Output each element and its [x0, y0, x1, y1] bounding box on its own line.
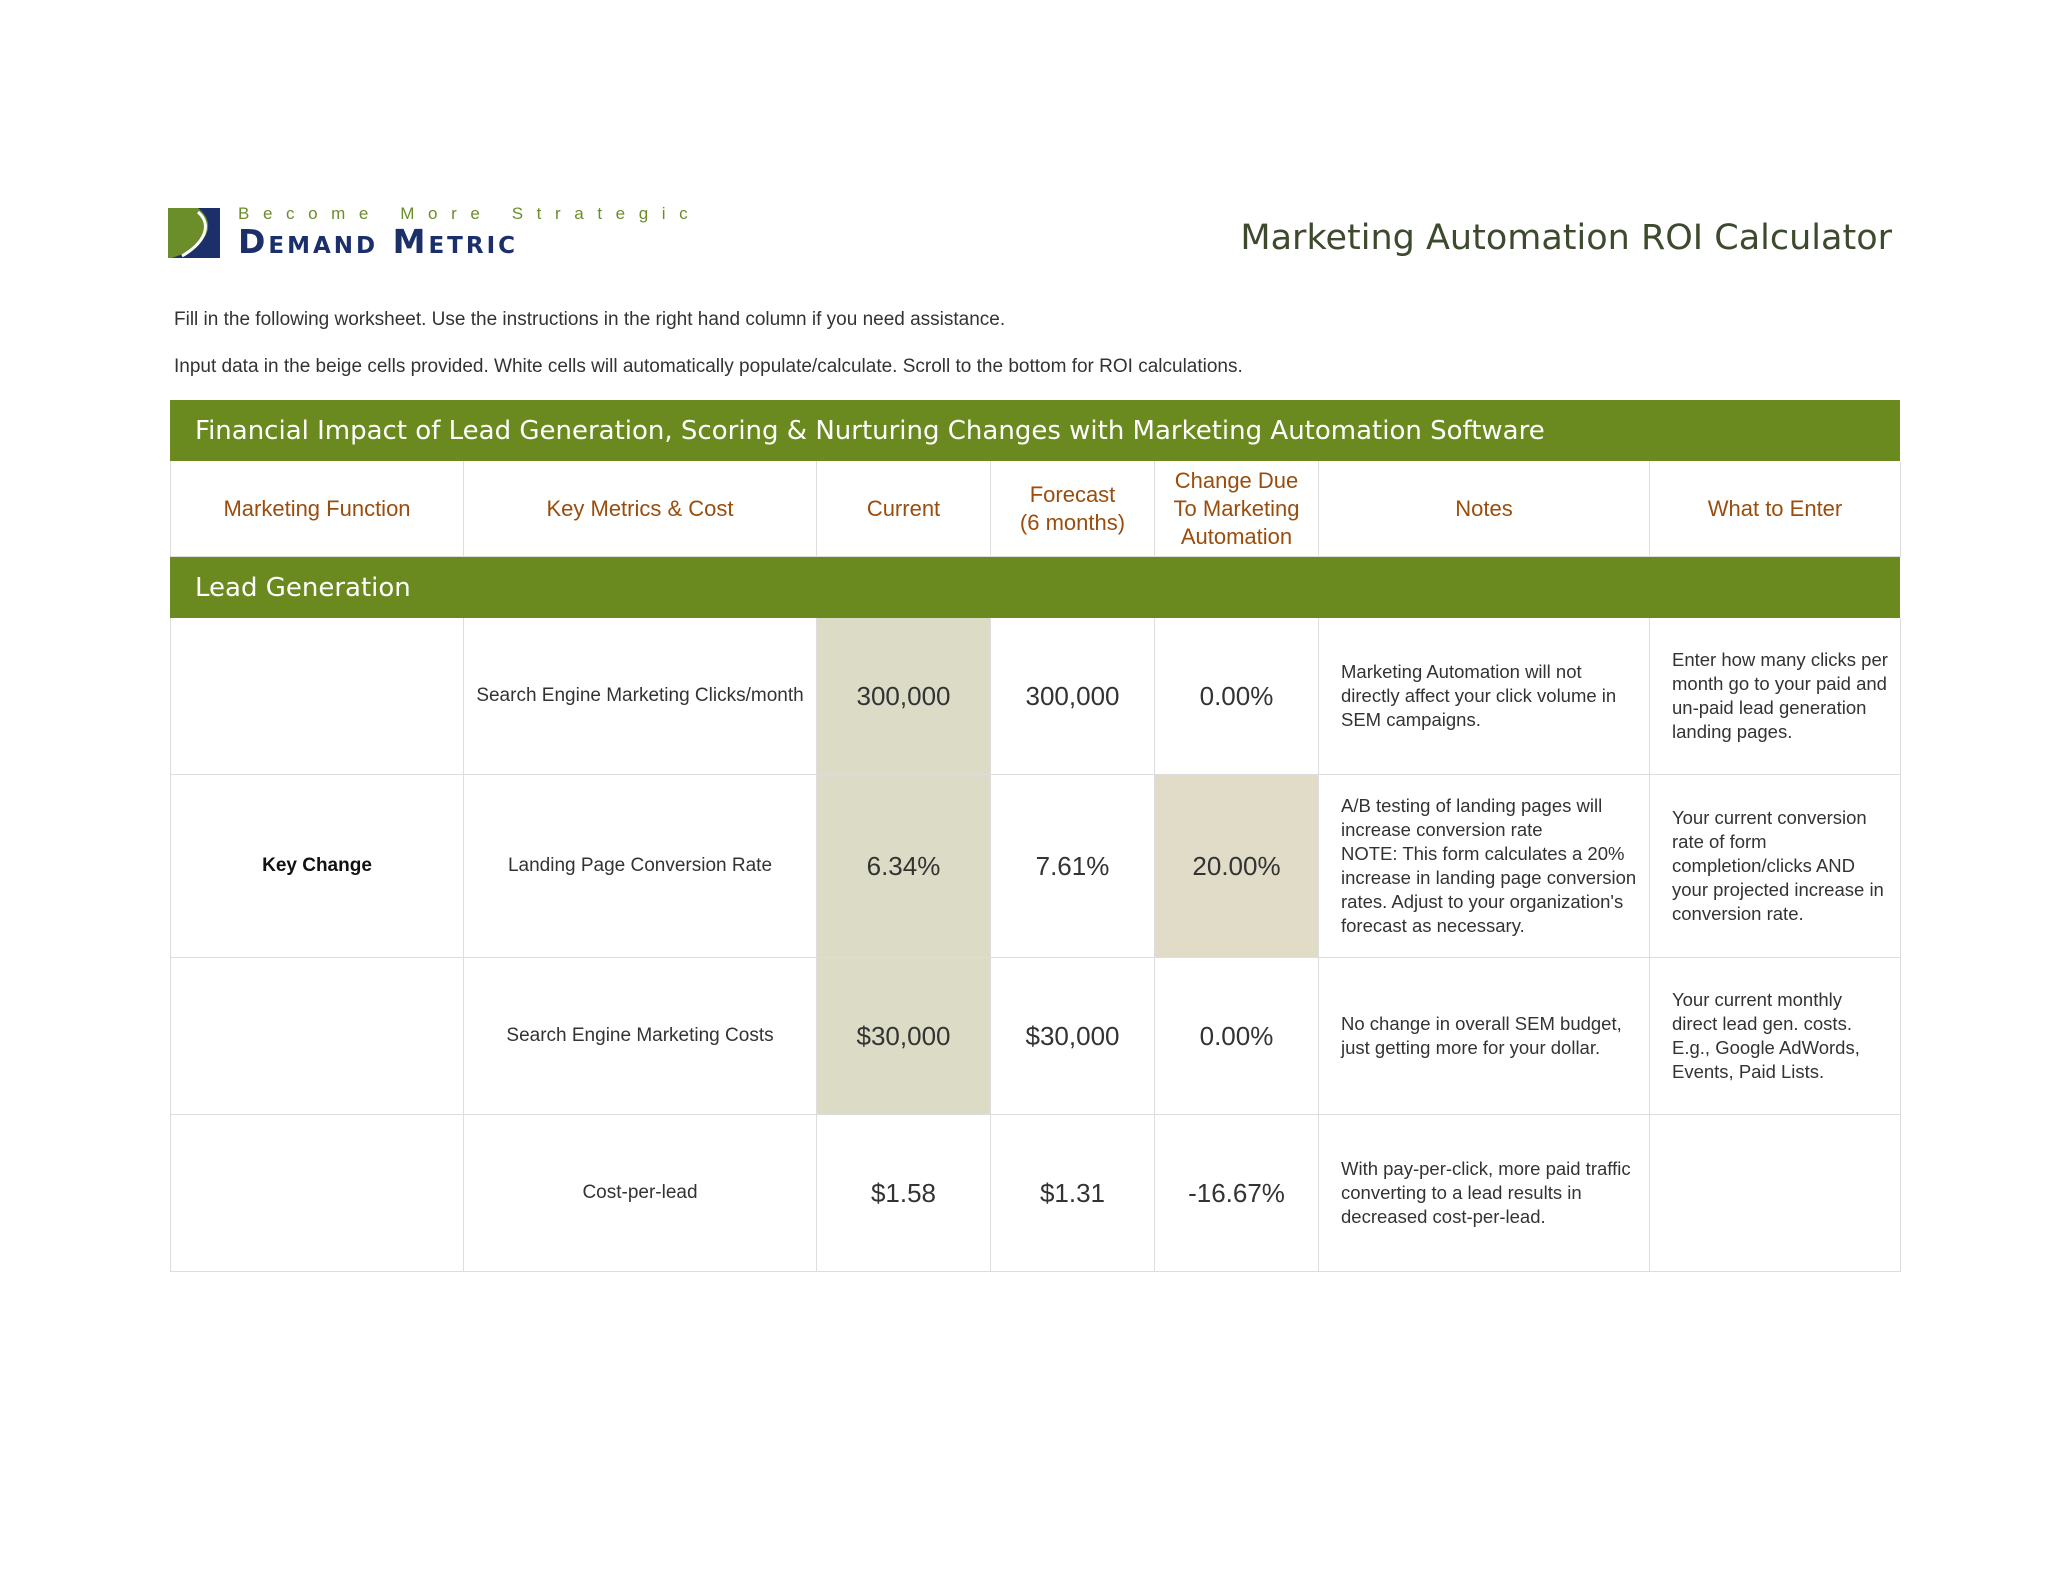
- forecast-cell: 300,000: [991, 618, 1155, 775]
- header-marketing-function: Marketing Function: [171, 461, 464, 557]
- table-row: [170, 775, 1900, 958]
- change-input-cell[interactable]: 20.00%: [1155, 775, 1319, 958]
- forecast-cell: $30,000: [991, 958, 1155, 1115]
- header-current: Current: [817, 461, 991, 557]
- what-to-enter-cell: Your current conversion rate of form completion/clicks AND your projected increase in conversion rate.: [1650, 775, 1901, 958]
- change-cell: 0.00%: [1155, 618, 1319, 775]
- header-forecast: Forecast (6 months): [991, 461, 1155, 557]
- marketing-function-cell: [171, 618, 464, 775]
- marketing-function-cell: [171, 958, 464, 1115]
- what-to-enter-cell: Your current monthly direct lead gen. costs. E.g., Google AdWords, Events, Paid Lists.: [1650, 958, 1901, 1115]
- table-row: [170, 618, 1900, 775]
- notes-cell: A/B testing of landing pages will increase conversion rate NOTE: This form calculates a 20% increase in landing page conversion rates. Adjust to your organization's forecast as necessary.: [1319, 775, 1650, 958]
- current-input-cell[interactable]: $30,000: [817, 958, 991, 1115]
- table-row: [170, 958, 1900, 1115]
- current-input-cell[interactable]: 6.34%: [817, 775, 991, 958]
- roi-worksheet: [170, 400, 1900, 1272]
- table-row: [170, 1115, 1900, 1272]
- header-what-to-enter: What to Enter: [1650, 461, 1901, 557]
- notes-cell: Marketing Automation will not directly affect your click volume in SEM campaigns.: [1319, 618, 1650, 775]
- header-key-metrics: Key Metrics & Cost: [464, 461, 817, 557]
- header-change: Change Due To Marketing Automation: [1155, 461, 1319, 557]
- key-metric-cell: Landing Page Conversion Rate: [464, 775, 817, 958]
- logo-tagline: Become More Strategic: [238, 204, 702, 223]
- what-to-enter-cell: Enter how many clicks per month go to your paid and un-paid lead generation landing pages.: [1650, 618, 1901, 775]
- demand-metric-logo-icon: [168, 206, 224, 260]
- key-metric-cell: Cost-per-lead: [464, 1115, 817, 1272]
- header-notes: Notes: [1319, 461, 1650, 557]
- marketing-function-cell: [171, 1115, 464, 1272]
- column-header-row: [170, 461, 1900, 557]
- instruction-line-1: Fill in the following worksheet. Use the instructions in the right hand column if you need assistance.: [174, 309, 1006, 330]
- key-metric-cell: Search Engine Marketing Costs: [464, 958, 817, 1115]
- marketing-function-cell: Key Change: [171, 775, 464, 958]
- change-cell: -16.67%: [1155, 1115, 1319, 1272]
- change-cell: 0.00%: [1155, 958, 1319, 1115]
- instruction-line-2: Input data in the beige cells provided. White cells will automatically populate/calculate. Scroll to the bottom for ROI calculations.: [174, 356, 1243, 377]
- current-cell: $1.58: [817, 1115, 991, 1272]
- section-band-lead-generation: Lead Generation: [170, 557, 1900, 618]
- demand-metric-logo: [168, 200, 702, 270]
- notes-cell: With pay-per-click, more paid traffic converting to a lead results in decreased cost-per-lead.: [1319, 1115, 1650, 1272]
- logo-name: Demand Metric: [238, 222, 519, 261]
- worksheet-title-band: Financial Impact of Lead Generation, Scoring & Nurturing Changes with Marketing Automation Software: [170, 400, 1900, 461]
- key-metric-cell: Search Engine Marketing Clicks/month: [464, 618, 817, 775]
- what-to-enter-cell: [1650, 1115, 1901, 1272]
- forecast-cell: $1.31: [991, 1115, 1155, 1272]
- notes-cell: No change in overall SEM budget, just getting more for your dollar.: [1319, 958, 1650, 1115]
- current-input-cell[interactable]: 300,000: [817, 618, 991, 775]
- document-title: Marketing Automation ROI Calculator: [1240, 218, 1892, 258]
- forecast-cell: 7.61%: [991, 775, 1155, 958]
